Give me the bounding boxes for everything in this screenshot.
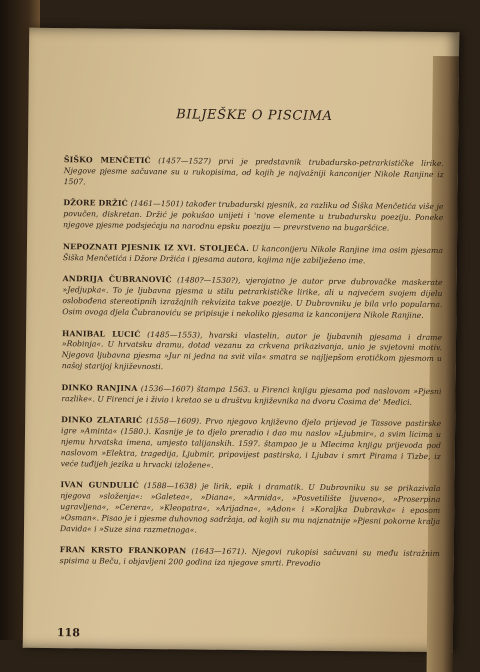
author-entry [63, 242, 443, 268]
page-title: BILJEŠKE O PISCIMA [176, 107, 333, 124]
author-text: (1588—1638) je lirik, epik i dramatik. U Dubrovniku su se prikazivala njegova »složenja«: »Galetea«, »Diana«, »Armida«, »Posvetilište ljuveno«, »Proserpina ugravljena«, »Cerera«, »Kleopatra«, »Arijadna«, »Adon« i »Koraljka Dubravka« i eposom »Osman«. Pisao je i pjesme duhovnog sadržaja, od kojih su mu najznatnije »Pjesni pokorne kralja Davida« i »Suze sina razmetnoga«. [59, 481, 441, 535]
author-name: ANDRIJA ČUBRANOVIĆ [62, 274, 172, 285]
author-text: (1480?—1530?), vjerojatno je autor prve dubrovačke maskerate »Jedjupka«. To je ljubavna pjesma u stilu petrarkističke lirike, ali u najvećem svojem dijelu oslobođena stereotipnih izražajnih rekvizita takve poezije. U Dubrovniku je bila vrlo popularna. Osim ovoga djela Čubranoviću se pripisuje i nekoliko pjesama iz kanconijera Nikole Ranjine. [62, 275, 443, 320]
author-entry [62, 329, 442, 376]
author-name: HANIBAL LUCIĆ [62, 328, 141, 339]
author-name: DINKO ZLATARIĆ [61, 415, 143, 426]
author-name: IVAN GUNDULIĆ [60, 480, 140, 491]
author-name: DINKO RANJINA [61, 382, 138, 393]
author-text: (1558—1609). Prvo njegovo književno djelo prijevod je Tassove pastirske igre »Aminta« (1580.). Kasnije je to djelo preradio i dao mu naslov »Ljubmir«, a svim licima u njemu hrvatska imena, umjesto talijanskih. 1597. štampao je u Mlecima knjigu prijevoda pod naslovom »Elektra, tragedija, Ljubmir, pripovijest pastirska, i Ljubav i smrt Pirama i Tizbe, iz veće tuđijeh jezika u hrvacki izložene«. [60, 416, 442, 470]
book-page [23, 28, 459, 652]
author-entry [63, 199, 443, 235]
author-text: U kanconijeru Nikole Ranjine ima osim pjesama Šiška Menčetića i Džore Držića i pjesama autora, kojima nije zabilježeno ime. [62, 243, 443, 265]
page-number: 118 [56, 626, 80, 640]
author-text: (1461—1501) također trubadurski pjesnik, za razliku od Šiška Menčetića više je povučen, diskretan. Držić je pokušao unijeti i 'nove elemente u trubadursku poeziju. Poneke njegove pjesme podsjećaju na narodnu epsku poeziju — prevrstveno na bugaršćice. [63, 199, 444, 233]
author-entry [64, 155, 444, 191]
author-entry [60, 480, 441, 538]
page-content [59, 106, 444, 582]
author-text: (1643—1671). Njegovi rukopisi sačuvani su među istražnim spisima u Beču, i objavljeni 200 godina iza njegove smrti. Prevodio [59, 546, 440, 568]
author-name: DŽORE DRŽIĆ [63, 198, 129, 209]
author-entry [61, 415, 442, 473]
author-entry [60, 545, 440, 571]
author-text: (1485—1553), hvarski vlastelin, autor je ljubavnih pjesama i drame »Robinja«. U hrvatsku dramu, dotad vezanu za crkvena prikazivanja, unio je svjetovni motiv. Njegova ljubavna pjesma »Jur ni jedna na svit vila« smatra se najljepšom erotičkom pjesmom u našoj starijoj književnosti. [61, 329, 443, 372]
author-name: ŠIŠKO MENČETIĆ [63, 155, 151, 166]
author-entry [61, 383, 441, 409]
author-text: (1536—1607) štampa 1563. u Firenci knjigu pjesama pod naslovom »Pjesni razlike«. U Firenci je i živio i kretao se u društvu književnika na dvoru Cosima de' Medici. [61, 383, 442, 407]
author-entry [62, 275, 442, 322]
author-name: FRAN KRSTO FRANKOPAN [59, 545, 187, 556]
author-name: NEPOZNATI PJESNIK IZ XVI. STOLJEĆA. [62, 241, 250, 253]
author-text: (1457—1527) prvi je predstavnik trubadursko-petrarkističke lirike. Njegove pjesme sačuvane su u rukopisima, od kojih je najvažniji kanconijer Nikole Ranjine iz 1507. [63, 156, 444, 186]
